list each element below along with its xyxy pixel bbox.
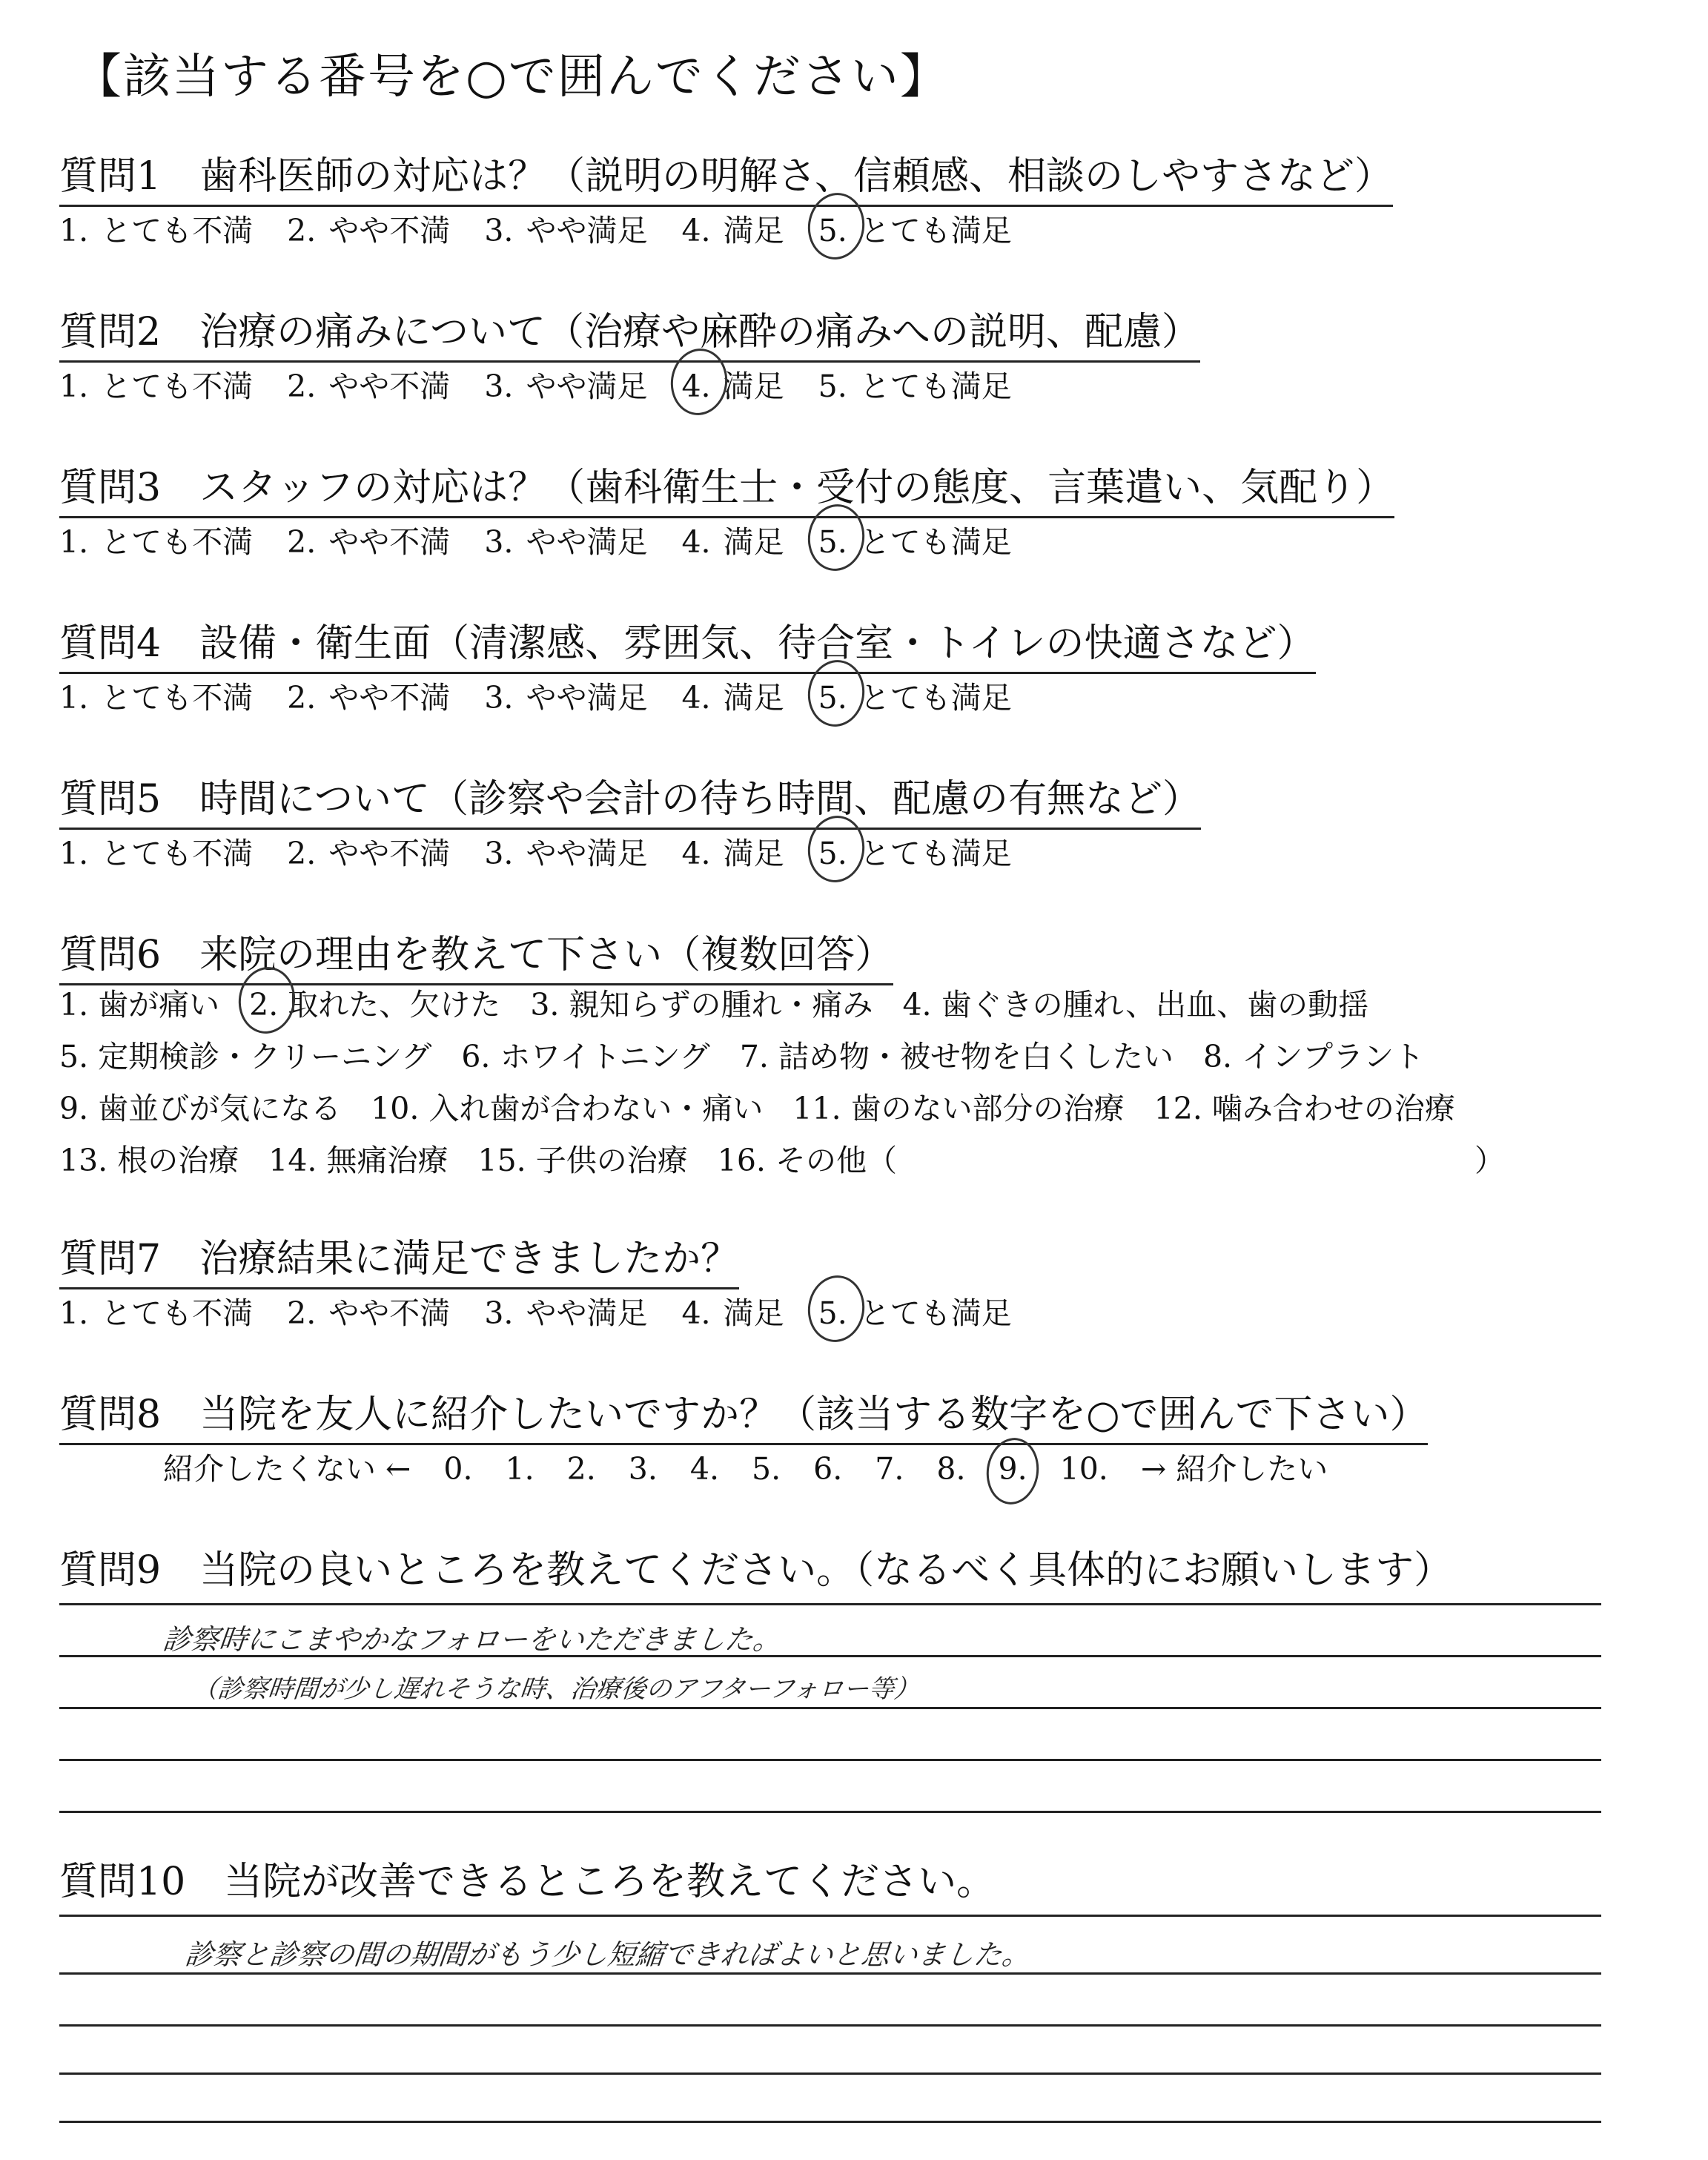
q6-choice-12[interactable]: 12. 噛み合わせの治療 (1153, 1091, 1455, 1126)
q3-choice-2[interactable]: 2. やや不満 (287, 524, 451, 560)
q6-choice-11[interactable]: 11. 歯のない部分の治療 (792, 1091, 1125, 1126)
q10-answer-rule-1 (59, 1915, 1601, 1917)
question-1-choices (59, 206, 1046, 250)
q7-choice-2[interactable]: 2. やや不満 (287, 1295, 451, 1331)
q8-scale-2[interactable]: 2. (566, 1451, 596, 1487)
q10-answer-rule-4 (59, 2073, 1601, 2075)
q8-scale-1[interactable]: 1. (505, 1451, 534, 1487)
q6-choices-line-3 (59, 1084, 1485, 1128)
q2-choice-2[interactable]: 2. やや不満 (287, 369, 451, 404)
q7-choice-1[interactable]: 1. とても不満 (59, 1295, 254, 1331)
q9-answer-rule-5 (59, 1811, 1601, 1813)
q6-choices-line-1 (59, 980, 1398, 1024)
q6-choice-2[interactable]: 2. 取れた、欠けた (249, 980, 500, 1024)
q9-answer-line-1[interactable]: 診察時にこまやかなフォローをいただきました。 (161, 1623, 784, 1656)
q1-choice-3[interactable]: 3. やや満足 (484, 213, 648, 248)
q6-choice-7[interactable]: 7. 詰め物・被せ物を白くしたい (739, 1039, 1174, 1074)
q6-choice-4[interactable]: 4. 歯ぐきの腫れ、出血、歯の動揺 (902, 987, 1369, 1023)
q6-choice-5[interactable]: 5. 定期検診・クリーニング (59, 1039, 432, 1074)
q9-answer-line-2[interactable]: （診察時間が少し遅れそうな時、治療後のアフターフォロー等） (191, 1674, 921, 1704)
q8-scale-6[interactable]: 6. (813, 1451, 843, 1487)
q6-choice-3[interactable]: 3. 親知らずの腫れ・痛み (530, 987, 873, 1023)
q6-choice-13[interactable]: 13. 根の治療 (59, 1143, 239, 1178)
question-4-choices (59, 673, 1046, 717)
q8-scale (163, 1444, 1360, 1488)
question-8-heading: 質問8 当院を友人に紹介したいですか？（該当する数字を○で囲んで下さい） (59, 1383, 1428, 1445)
q6-choice-16[interactable]: 16. その他（ ） (717, 1143, 1505, 1178)
q5-choice-5[interactable]: 5. とても満足 (818, 829, 1012, 873)
question-4-heading: 質問4 設備・衛生面（清潔感、雰囲気、待合室・トイレの快適さなど） (59, 612, 1316, 674)
q8-scale-7[interactable]: 7. (875, 1451, 904, 1487)
q1-choice-4[interactable]: 4. 満足 (681, 213, 784, 248)
question-3-heading: 質問3 スタッフの対応は？（歯科衛生士・受付の態度、言葉遣い、気配り） (59, 456, 1394, 518)
question-2-choices (59, 362, 1046, 406)
q3-choice-1[interactable]: 1. とても不満 (59, 524, 254, 560)
q3-choice-3[interactable]: 3. やや満足 (484, 524, 648, 560)
q6-choice-8[interactable]: 8. インプラント (1202, 1039, 1425, 1074)
q10-answer-rule-2 (59, 1972, 1601, 1975)
question-2-heading: 質問2 治療の痛みについて（治療や麻酔の痛みへの説明、配慮） (59, 300, 1200, 363)
question-6-heading: 質問6 来院の理由を教えて下さい（複数回答） (59, 923, 893, 985)
q7-choice-4[interactable]: 4. 満足 (681, 1295, 784, 1331)
q8-scale-0[interactable]: 0. (443, 1451, 473, 1487)
q2-choice-4[interactable]: 4. 満足 (681, 362, 784, 406)
q6-choice-10[interactable]: 10. 入れ歯が合わない・痛い (371, 1091, 764, 1126)
q3-choice-5[interactable]: 5. とても満足 (818, 518, 1012, 561)
q5-choice-2[interactable]: 2. やや不満 (287, 836, 451, 871)
q4-choice-4[interactable]: 4. 満足 (681, 680, 784, 716)
q10-answer-rule-5 (59, 2121, 1601, 2123)
question-7-choices (59, 1289, 1046, 1332)
q6-choice-14[interactable]: 14. 無痛治療 (268, 1143, 448, 1178)
q1-choice-5[interactable]: 5. とても満足 (818, 206, 1012, 250)
q5-choice-3[interactable]: 3. やや満足 (484, 836, 648, 871)
q2-choice-1[interactable]: 1. とても不満 (59, 369, 254, 404)
q9-answer-rule-4 (59, 1759, 1601, 1761)
question-10-heading: 質問10 当院が改善できるところを教えてください。 (59, 1860, 996, 1904)
q5-choice-4[interactable]: 4. 満足 (681, 836, 784, 871)
q6-choice-6[interactable]: 6. ホワイトニング (461, 1039, 710, 1074)
q7-choice-5[interactable]: 5. とても満足 (818, 1289, 1012, 1332)
q6-choices-line-2 (59, 1032, 1454, 1076)
q10-answer-line-1[interactable]: 診察と診察の間の期間がもう少し短縮できればよいと思いました。 (183, 1938, 1032, 1971)
question-7-heading: 質問7 治療結果に満足できましたか？ (59, 1227, 739, 1289)
q8-scale-9[interactable]: 9. (998, 1451, 1027, 1487)
q4-choice-1[interactable]: 1. とても不満 (59, 680, 254, 716)
q4-choice-5[interactable]: 5. とても満足 (818, 673, 1012, 717)
question-3-choices (59, 518, 1046, 561)
q8-scale-5[interactable]: 5. (752, 1451, 781, 1487)
q1-choice-1[interactable]: 1. とても不満 (59, 213, 254, 248)
question-9-heading: 質問9 当院の良いところを教えてください。（なるべく具体的にお願いします） (59, 1548, 1453, 1593)
q6-choice-9[interactable]: 9. 歯並びが気になる (59, 1091, 342, 1126)
q8-scale-3[interactable]: 3. (628, 1451, 658, 1487)
page-title: 【該当する番号を○で囲んでください】 (74, 50, 949, 105)
q8-scale-8[interactable]: 8. (936, 1451, 966, 1487)
q3-choice-4[interactable]: 4. 満足 (681, 524, 784, 560)
question-1-heading: 質問1 歯科医師の対応は？（説明の明解さ、信頼感、相談のしやすさなど） (59, 145, 1393, 207)
q9-answer-rule-2 (59, 1655, 1601, 1657)
q7-choice-3[interactable]: 3. やや満足 (484, 1295, 648, 1331)
q2-choice-3[interactable]: 3. やや満足 (484, 369, 648, 404)
q6-choice-1[interactable]: 1. 歯が痛い (59, 987, 220, 1023)
q6-choices-line-4 (59, 1136, 1535, 1180)
q4-choice-3[interactable]: 3. やや満足 (484, 680, 648, 716)
q1-choice-2[interactable]: 2. やや不満 (287, 213, 451, 248)
q10-answer-rule-3 (59, 2024, 1601, 2027)
q8-right-label: → 紹介したい (1140, 1451, 1328, 1487)
q5-choice-1[interactable]: 1. とても不満 (59, 836, 254, 871)
question-5-choices (59, 829, 1046, 873)
q4-choice-2[interactable]: 2. やや不満 (287, 680, 451, 716)
q8-left-label: 紹介したくない ← (163, 1451, 411, 1487)
q8-scale-10[interactable]: 10. (1059, 1451, 1108, 1487)
question-5-heading: 質問5 時間について（診察や会計の待ち時間、配慮の有無など） (59, 767, 1201, 830)
q2-choice-5[interactable]: 5. とても満足 (818, 369, 1012, 404)
q8-scale-4[interactable]: 4. (689, 1451, 720, 1487)
q9-answer-rule-1 (59, 1603, 1601, 1605)
q6-choice-15[interactable]: 15. 子供の治療 (477, 1143, 688, 1178)
q9-answer-rule-3 (59, 1707, 1601, 1709)
